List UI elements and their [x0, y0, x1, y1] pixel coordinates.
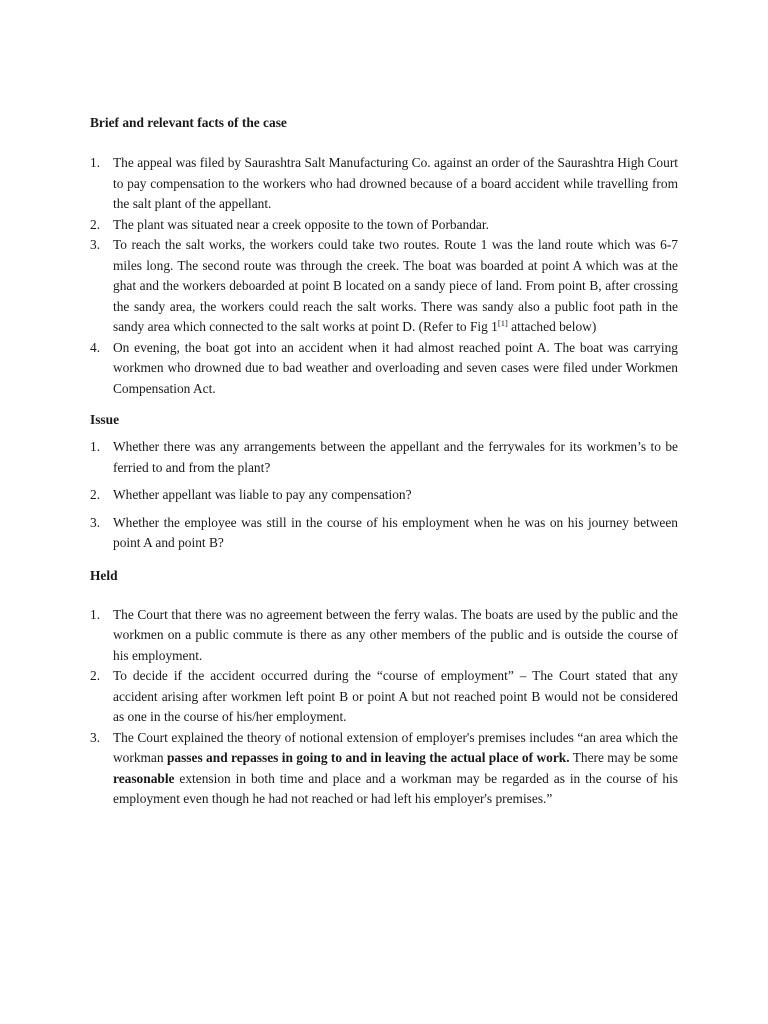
list-number: 1.	[90, 155, 101, 170]
issue-heading: Issue	[90, 412, 120, 427]
facts-item-1	[90, 153, 678, 215]
list-number: 2.	[90, 216, 101, 232]
list-number: 2.	[90, 487, 101, 502]
list-item-text: Whether the employee was still in the course of his employment when he was on his journey between point A and point B?	[113, 514, 678, 550]
issue-item-2	[90, 485, 678, 506]
list-number: 2.	[90, 668, 101, 683]
list-item-text: The Court that there was no agreement between the ferry walas. The boats are used by the public and the workmen on a public commute is there as any other members of the public and is outside the course of his employment.	[113, 606, 678, 663]
issue-item-1	[90, 437, 678, 478]
list-number: 1.	[90, 606, 101, 622]
facts-item-3	[90, 235, 678, 338]
facts-list	[90, 153, 678, 399]
list-number: 1.	[90, 439, 101, 454]
list-number: 3.	[90, 729, 101, 745]
issue-list	[90, 437, 678, 554]
held-item-1	[90, 605, 678, 667]
list-number: 3.	[90, 237, 101, 252]
list-item-text: The appeal was filed by Saurashtra Salt Manufacturing Co. against an order of the Saurashtra High Court to pay compensation to the workers who had drowned because of a board accident while travelling from the salt plant of the appellant.	[113, 155, 678, 211]
bold-word: reasonable	[113, 770, 175, 786]
document-page	[90, 113, 678, 810]
facts-heading: Brief and relevant facts of the case	[90, 115, 287, 130]
list-item-text: Whether appellant was liable to pay any compensation?	[113, 487, 412, 502]
list-item-text: The Court explained the theory of notional extension of employer's premises includes “an area which the workman	[113, 729, 678, 765]
facts-item-4	[90, 338, 678, 400]
held-list	[90, 605, 678, 810]
list-item-text: On evening, the boat got into an accident when it had almost reached point A. The boat was carrying workmen who drowned due to bad weather and overloading and seven cases were filed under Workmen Compensation Act.	[113, 339, 678, 396]
bold-phrase: passes and repasses in going to and in leaving the actual place of work.	[166, 750, 570, 765]
held-item-3	[90, 728, 678, 810]
list-item-text: To reach the salt works, the workers could take two routes. Route 1 was the land route which was 6-7 miles long. The second route was through the creek. The boat was boarded at point A which was at the ghat and the workers deboarded at point B located on a sandy piece of land. From point B, after crossing the sandy area, the workers could reach the salt works. There was sandy also a public foot path in the sandy area which connected to the salt works at point D. (Refer to Fig 1	[113, 237, 678, 334]
held-item-2	[90, 666, 678, 728]
list-item-text: To decide if the accident occurred during the “course of employment” – The Court stated that any accident arising after workmen left point B or point A but not reached point B would not be considered as one in the course of his/her employment.	[113, 668, 678, 724]
list-item-text: extension in both time and place and a workman may be regarded as in the course of his employment even though he had not reached or had left his employer's premises.”	[113, 770, 678, 806]
held-heading: Held	[90, 567, 118, 583]
list-item-text: Whether there was any arrangements between the appellant and the ferrywales for its workmen’s to be ferried to and from the plant?	[113, 439, 678, 475]
facts-item-2	[90, 215, 678, 236]
list-number: 4.	[90, 339, 101, 355]
footnote-link[interactable]: [1]	[497, 318, 508, 328]
list-item-text: The plant was situated near a creek opposite to the town of Porbandar.	[113, 216, 489, 232]
issue-item-3	[90, 513, 678, 554]
list-item-text: There may be some	[569, 750, 678, 765]
list-number: 3.	[90, 514, 101, 530]
list-item-text-tail: attached below)	[507, 319, 597, 334]
